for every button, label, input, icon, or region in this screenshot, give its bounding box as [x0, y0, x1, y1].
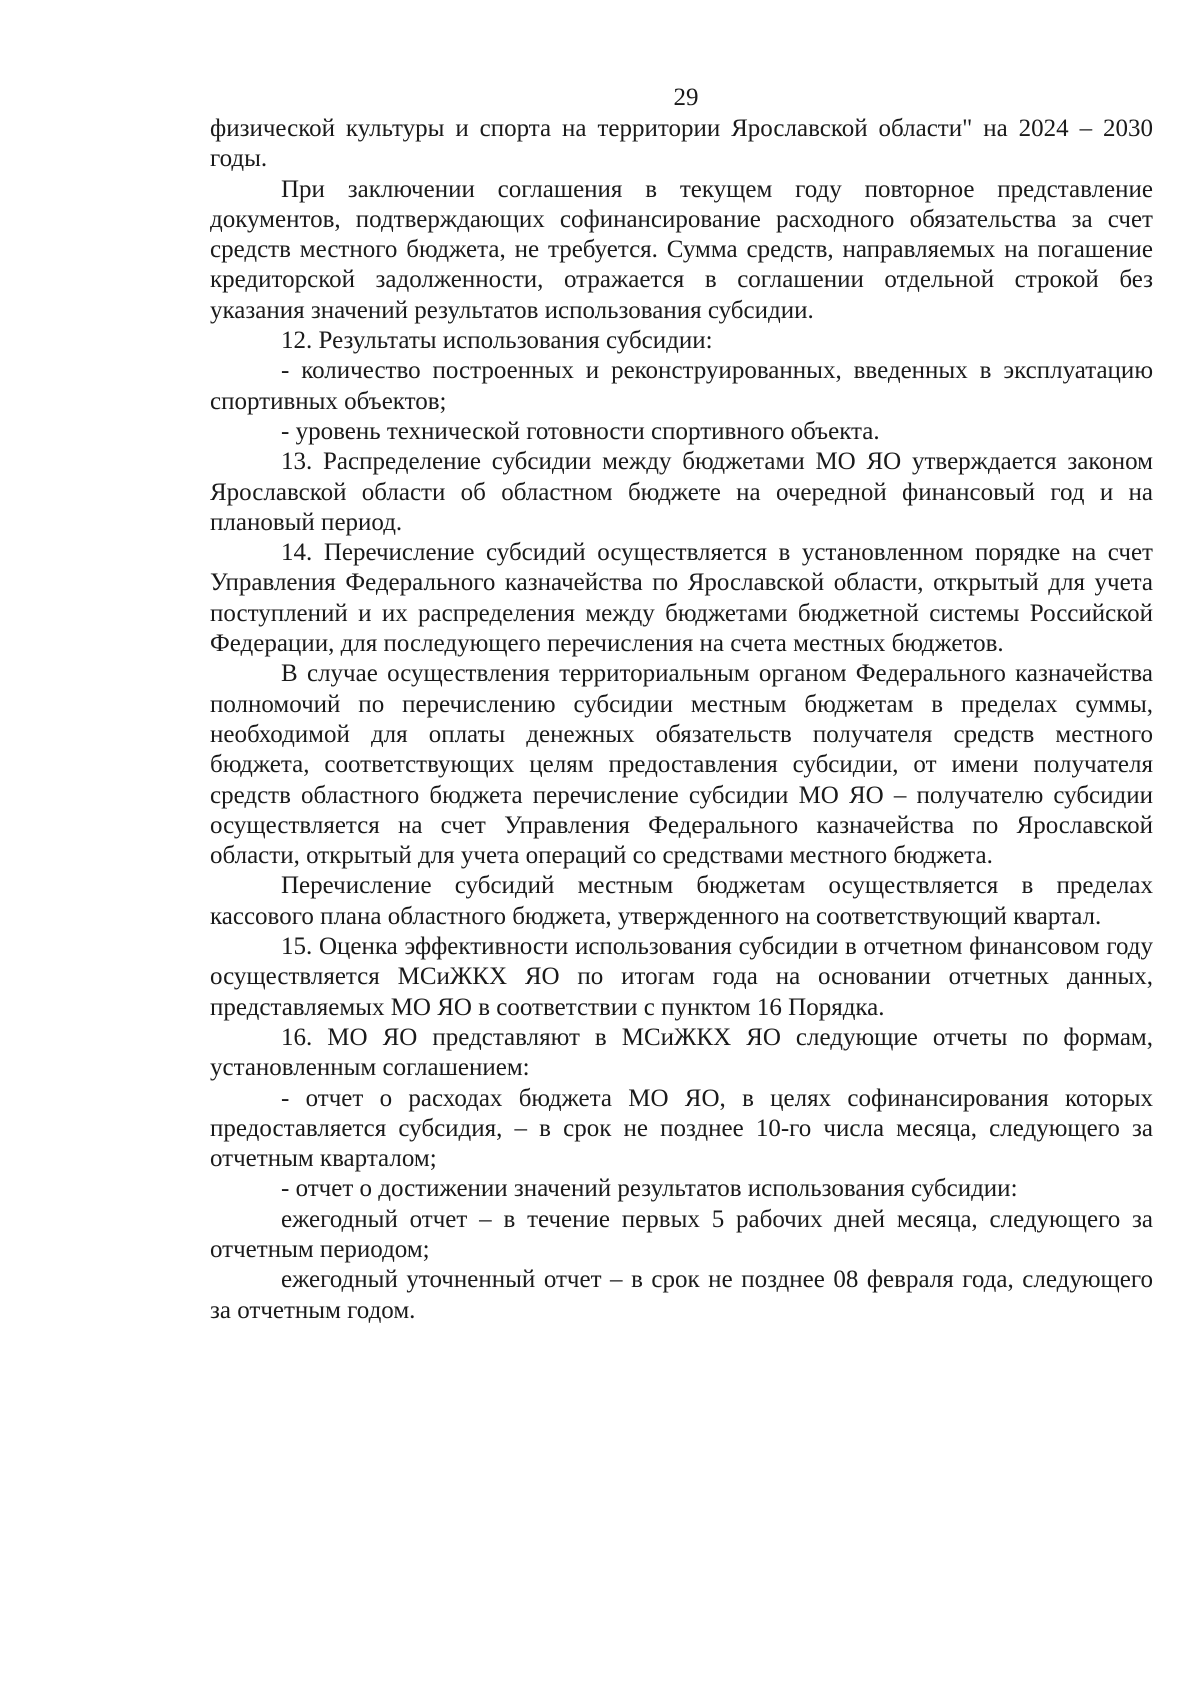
paragraph-16-item-1: - отчет о расходах бюджета МО ЯО, в целях софинансирования которых предоставляется субсидия, – в срок не позднее 10-го числа месяца, следующего за отчетным кварталом;: [210, 1084, 1153, 1173]
paragraph-12-item-1: - количество построенных и реконструированных, введенных в эксплуатацию спортивных объектов;: [210, 357, 1153, 415]
paragraph-16-annual: ежегодный отчет – в течение первых 5 рабочих дней месяца, следующего за отчетным периодом;: [210, 1205, 1153, 1263]
paragraph-continuation: физической культуры и спорта на территории Ярославской области" на 2024 – 2030 годы.: [210, 115, 1153, 173]
paragraph-14: 14. Перечисление субсидий осуществляется в установленном порядке на счет Управления Федерального казначейства по Ярославской области, открытый для учета поступлений и их распределения между бюджетами бюджетной системы Российской Федерации, для последующего перечисления на счета местных бюджетов.: [210, 539, 1153, 658]
paragraph-12-item-2: - уровень технической готовности спортивного объекта.: [281, 417, 880, 445]
paragraph-15: 15. Оценка эффективности использования субсидии в отчетном финансовом году осуществляется МСиЖКХ ЯО по итогам года на основании отчетных данных, представляемых МО ЯО в соответствии с пунктом 16 Порядка.: [210, 933, 1153, 1021]
paragraph-12-heading: 12. Результаты использования субсидии:: [281, 327, 713, 355]
paragraph-14-cash-plan: Перечисление субсидий местным бюджетам осуществляется в пределах кассового плана областного бюджета, утвержденного на соответствующий квартал.: [210, 872, 1153, 930]
paragraph-13: 13. Распределение субсидии между бюджетами МО ЯО утверждается законом Ярославской области об областном бюджете на очередной финансовый год и на плановый период.: [210, 448, 1153, 536]
paragraph-14-treasury: В случае осуществления территориальным органом Федерального казначейства полномочий по перечислению субсидии местным бюджетам в пределах суммы, необходимой для оплаты денежных обязательств получателя средств местного бюджета, соответствующих целям предоставления субсидии, от имени получателя средств областного бюджета перечисление субсидии МО ЯО – получателю субсидии осуществляется на счет Управления Федерального казначейства по Ярославской области, открытый для учета операций со средствами местного бюджета.: [210, 660, 1153, 870]
document-body: [210, 114, 1153, 1326]
page-number: 29: [673, 84, 699, 111]
paragraph-16: 16. МО ЯО представляют в МСиЖКХ ЯО следующие отчеты по формам, установленным соглашением:: [210, 1023, 1153, 1082]
paragraph-agreement: При заключении соглашения в текущем году повторное представление документов, подтверждающих софинансирование расходного обязательства за счет средств местного бюджета, не требуется. Сумма средств, направляемых на погашение кредиторской задолженности, отражается в соглашении отдельной строкой без указания значений результатов использования субсидии.: [210, 175, 1153, 324]
paragraph-16-annual-refined: ежегодный уточненный отчет – в срок не позднее 08 февраля года, следующего за отчетным годом.: [210, 1266, 1153, 1324]
paragraph-16-item-2: - отчет о достижении значений результатов использования субсидии:: [281, 1175, 1018, 1203]
